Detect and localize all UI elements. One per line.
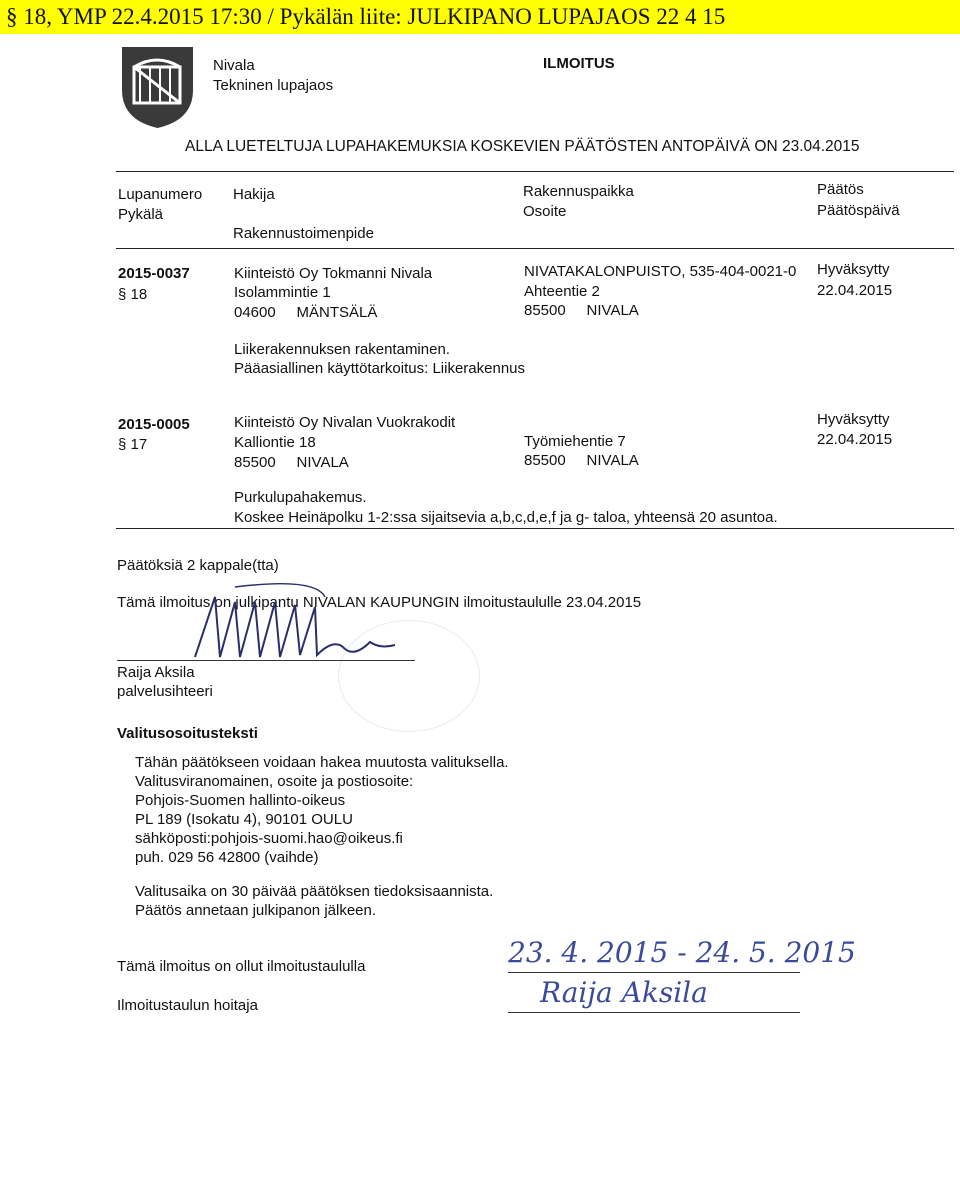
appeal-line: Pohjois-Suomen hallinto-oikeus [135, 792, 346, 809]
decision: Hyväksytty [817, 261, 890, 278]
handwritten-dates: 23. 4. 2015 - 24. 5. 2015 [508, 936, 856, 969]
decision-date: 22.04.2015 [817, 282, 893, 299]
appeal-period: Valitusaika on 30 päivää päätöksen tiedoksisaannista. [135, 883, 494, 900]
decision-date: 22.04.2015 [817, 431, 893, 448]
permit-section: § 17 [118, 436, 148, 453]
col-rakennuspaikka: Rakennuspaikka [523, 183, 634, 200]
col-osoite: Osoite [523, 203, 567, 220]
decision: Hyväksytty [817, 411, 890, 428]
permit-description: Purkulupahakemus. [234, 489, 367, 506]
col-toimenpide: Rakennustoimenpide [233, 225, 374, 242]
board-posted-label: Tämä ilmoitus on ollut ilmoitustaululla [117, 958, 366, 975]
permit-description: Liikerakennuksen rakentaminen. [234, 341, 450, 358]
board-keeper-label: Ilmoitustaulun hoitaja [117, 997, 258, 1014]
site-name: NIVATAKALONPUISTO, 535-404-0021-0 [524, 263, 797, 280]
permit-description: Pääasiallinen käyttötarkoitus: Liikerakennus [234, 360, 525, 377]
table-end-rule [116, 528, 954, 529]
applicant-street: Kalliontie 18 [234, 434, 316, 451]
notice-label: ILMOITUS [543, 55, 615, 72]
nivala-crest-logo [120, 45, 195, 130]
site-city: 85500 NIVALA [524, 452, 639, 469]
document-header-bar: § 18, YMP 22.4.2015 17:30 / Pykälän liite: JULKIPANO LUPAJAOS 22 4 15 [0, 0, 960, 34]
site-address: Ahteentie 2 [524, 283, 600, 300]
signature-line [117, 660, 415, 661]
appeal-line: Valitusviranomainen, osoite ja postiosoite: [135, 773, 414, 790]
appeal-line: puh. 029 56 42800 (vaihde) [135, 849, 319, 866]
appeal-line: PL 189 (Isokatu 4), 90101 OULU [135, 811, 353, 828]
posted-text: Tämä ilmoitus on julkipantu NIVALAN KAUPUNGIN ilmoitustaululle 23.04.2015 [117, 594, 642, 611]
permit-number: 2015-0037 [118, 265, 190, 282]
site-address: Työmiehentie 7 [524, 433, 626, 450]
col-paatos: Päätös [817, 181, 864, 198]
appeal-line: Tähän päätökseen voidaan hakea muutosta valituksella. [135, 754, 509, 771]
col-lupanumero: Lupanumero [118, 186, 203, 203]
col-paatospaiva: Päätöspäivä [817, 202, 900, 219]
applicant-name: Kiinteistö Oy Tokmanni Nivala [234, 265, 433, 282]
handwritten-signature-scribble [175, 577, 425, 667]
appeal-heading: Valitusosoitusteksti [117, 725, 258, 742]
header-rule-bottom [116, 248, 954, 249]
applicant-city: 04600 MÄNTSÄLÄ [234, 304, 378, 321]
org-name: Nivala [213, 57, 255, 74]
keeper-line [508, 1012, 800, 1013]
handwritten-keeper-signature: Raija Aksila [540, 976, 708, 1009]
permit-section: § 18 [118, 286, 148, 303]
applicant-city: 85500 NIVALA [234, 454, 349, 471]
decisions-count: Päätöksiä 2 kappale(tta) [117, 557, 279, 574]
applicant-name: Kiinteistö Oy Nivalan Vuokrakodit [234, 414, 456, 431]
header-rule-top [116, 171, 954, 172]
site-city: 85500 NIVALA [524, 302, 639, 319]
applicant-street: Isolammintie 1 [234, 284, 331, 301]
signer-name: Raija Aksila [117, 664, 195, 681]
dates-line [508, 972, 800, 973]
notice-subtitle: ALLA LUETELTUJA LUPAHAKEMUKSIA KOSKEVIEN PÄÄTÖSTEN ANTOPÄIVÄ ON 23.04.2015 [185, 138, 860, 155]
col-hakija: Hakija [233, 186, 275, 203]
permit-number: 2015-0005 [118, 416, 190, 433]
signer-title: palvelusihteeri [117, 683, 213, 700]
appeal-line: sähköposti:pohjois-suomi.hao@oikeus.fi [135, 830, 403, 847]
org-unit: Tekninen lupajaos [213, 77, 334, 94]
appeal-period: Päätös annetaan julkipanon jälkeen. [135, 902, 377, 919]
col-pykala: Pykälä [118, 206, 164, 223]
permit-description: Koskee Heinäpolku 1-2:ssa sijaitsevia a,b,c,d,e,f ja g- taloa, yhteensä 20 asuntoa. [234, 509, 778, 526]
